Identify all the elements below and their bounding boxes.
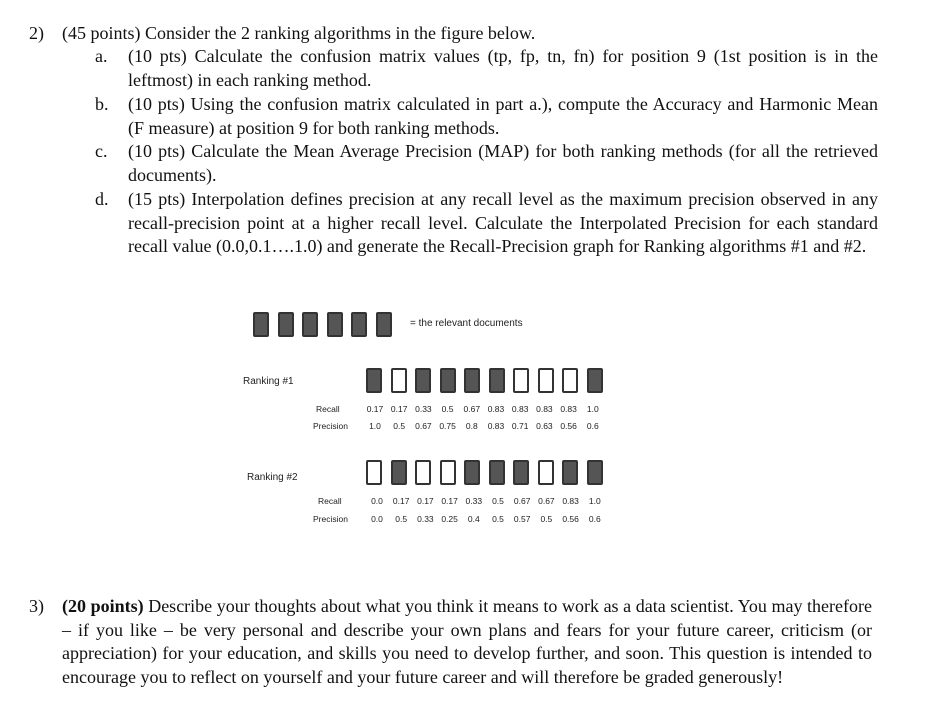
relevant-doc-box <box>587 460 603 485</box>
relevant-doc-box <box>513 460 529 485</box>
nonrelevant-doc-box <box>562 368 578 393</box>
recall-value: 0.33 <box>415 404 432 414</box>
relevant-doc-box <box>587 368 603 393</box>
precision-value: 0.6 <box>586 421 599 431</box>
legend-relevant-doc-box <box>376 312 392 337</box>
relevant-doc-box <box>464 460 480 485</box>
legend-relevant-doc-box <box>327 312 343 337</box>
part-a-label: a. <box>95 46 108 66</box>
precision-value: 0.75 <box>439 421 456 431</box>
precision-value: 0.4 <box>467 514 480 524</box>
relevant-doc-box <box>391 460 407 485</box>
precision-value: 1.0 <box>369 421 381 431</box>
precision-value: 0.33 <box>417 514 434 524</box>
ranking-2-label: Ranking #2 <box>247 472 298 483</box>
precision-value: 0.6 <box>588 514 601 524</box>
part-d-label: d. <box>95 189 109 209</box>
nonrelevant-doc-box <box>415 460 431 485</box>
recall-value: 1.0 <box>586 404 599 414</box>
recall-value: 0.5 <box>441 404 454 414</box>
precision-value: 0.25 <box>441 514 458 524</box>
recall-value: 1.0 <box>588 496 601 506</box>
precision-value: 0.5 <box>395 514 408 524</box>
precision-value: 0.8 <box>465 421 478 431</box>
recall-value: 0.83 <box>562 496 579 506</box>
precision-value: 0.5 <box>540 514 553 524</box>
recall-value: 0.5 <box>492 496 504 506</box>
ranking-1-recall-label: Recall <box>316 404 340 414</box>
recall-value: 0.67 <box>463 404 481 414</box>
recall-value: 0.17 <box>417 496 434 506</box>
recall-value: 0.83 <box>511 404 529 414</box>
ranking-1-precision-label: Precision <box>313 421 348 431</box>
nonrelevant-doc-box <box>366 460 382 485</box>
ranking-2-recall-label: Recall <box>318 496 342 506</box>
precision-value: 0.67 <box>415 421 432 431</box>
part-b-label: b. <box>95 94 109 114</box>
part-a-text: (10 pts) Calculate the confusion matrix values (tp, fp, tn, fn) for position 9 (1st position is in the leftmost) in each ranking method. <box>128 46 878 90</box>
recall-value: 0.67 <box>538 496 555 506</box>
legend-relevant-doc-box <box>253 312 269 337</box>
nonrelevant-doc-box <box>440 460 456 485</box>
part-b-text: (10 pts) Using the confusion matrix calculated in part a.), compute the Accuracy and Harmonic Mean (F measure) at position 9 for both ranking methods. <box>128 94 878 138</box>
question-3-body: Describe your thoughts about what you think it means to work as a data scientist. You may therefore – if you like – be very personal and describe your own plans and fears for your future career, criticism (or appreciation) for your education, and skills you need to develop further, and soon. This question is intended to encourage you to reflect on yourself and your future career and will therefore be graded generously! <box>62 596 873 687</box>
recall-value: 0.83 <box>560 404 577 414</box>
relevant-doc-box <box>440 368 456 393</box>
ranking-1-label: Ranking #1 <box>243 376 294 387</box>
nonrelevant-doc-box <box>538 460 554 485</box>
recall-value: 0.0 <box>371 496 383 506</box>
question-2-number: 2) <box>29 23 44 43</box>
recall-value: 0.33 <box>465 496 483 506</box>
precision-value: 0.63 <box>536 421 553 431</box>
precision-value: 0.56 <box>562 514 579 524</box>
recall-value: 0.17 <box>441 496 458 506</box>
recall-value: 0.83 <box>487 404 505 414</box>
question-3-points: (20 points) <box>62 596 144 616</box>
nonrelevant-doc-box <box>538 368 554 393</box>
nonrelevant-doc-box <box>513 368 529 393</box>
question-3-number: 3) <box>29 596 44 616</box>
precision-value: 0.71 <box>511 421 529 431</box>
precision-value: 0.83 <box>487 421 505 431</box>
part-c-text: (10 pts) Calculate the Mean Average Precision (MAP) for both ranking methods (for all the retrieved documents). <box>128 141 878 185</box>
ranking-2-precision-label: Precision <box>313 514 348 524</box>
legend-relevant-doc-box <box>278 312 294 337</box>
part-d-text: (15 pts) Interpolation defines precision at any recall level as the maximum precision observed in any recall-precision point at a higher recall level. Calculate the Interpolated Precision for each standard recall value (0.0,0.1….1.0) and generate the Recall-Precision graph for Ranking algorithms #1 and #2. <box>128 189 878 256</box>
legend-relevant-doc-box <box>351 312 367 337</box>
precision-value: 0.5 <box>393 421 406 431</box>
recall-value: 0.17 <box>366 404 384 414</box>
relevant-doc-box <box>464 368 480 393</box>
recall-value: 0.17 <box>390 404 408 414</box>
legend-label: = the relevant documents <box>410 318 523 329</box>
legend-relevant-doc-box <box>302 312 318 337</box>
relevant-doc-box <box>489 460 505 485</box>
nonrelevant-doc-box <box>391 368 407 393</box>
relevant-doc-box <box>415 368 431 393</box>
precision-value: 0.56 <box>560 421 577 431</box>
recall-value: 0.17 <box>392 496 410 506</box>
precision-value: 0.0 <box>371 514 383 524</box>
relevant-doc-box <box>489 368 505 393</box>
part-c-label: c. <box>95 141 108 161</box>
relevant-doc-box <box>366 368 382 393</box>
precision-value: 0.57 <box>513 514 531 524</box>
relevant-doc-box <box>562 460 578 485</box>
recall-value: 0.67 <box>513 496 531 506</box>
precision-value: 0.5 <box>492 514 504 524</box>
recall-value: 0.83 <box>536 404 553 414</box>
question-3-text <box>62 595 872 689</box>
question-2-intro: (45 points) Consider the 2 ranking algorithms in the figure below. <box>62 23 536 43</box>
